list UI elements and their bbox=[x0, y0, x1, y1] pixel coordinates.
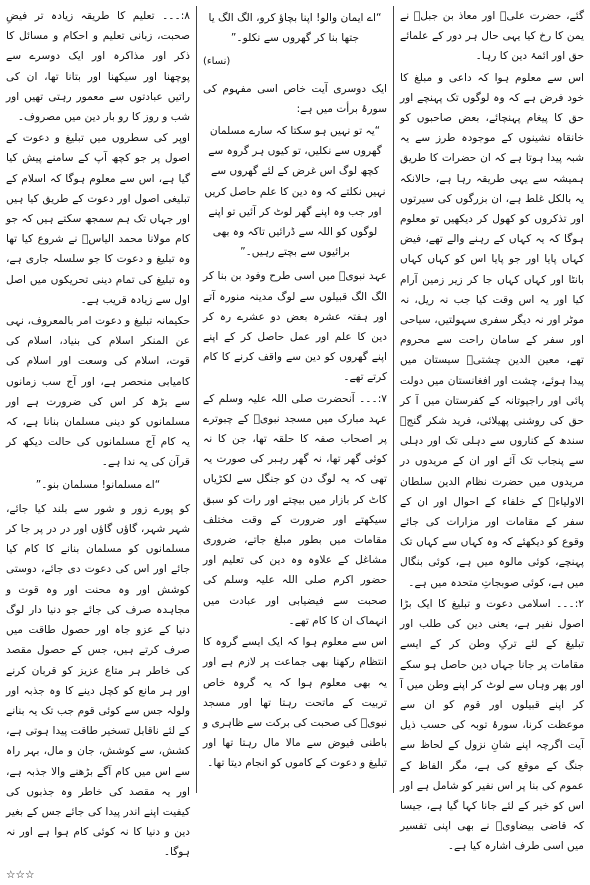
text-column-3 bbox=[6, 6, 190, 881]
paragraph: گئے، حضرت علیؓ اور معاذ بن جبلؓ نے یمن کا رخ کیا یہی حال ہر دور کے علمائے حق اور ائمۂ دین کا رہا۔ bbox=[400, 10, 584, 63]
paragraph: ۷:۔۔۔ آنحضرت صلی اللہ علیہ وسلم کے عہد مبارک میں مسجد نبویؐ کے چبوترے پر اصحاب صفہ کا حلقہ تھا، جن کا نہ کوئی گھر تھا، نہ گھر رہبر کی صورت یہ تھی کہ یہ لوگ دن کو جنگل سے لکڑیاں کاٹ کر بازار میں بیچتے اور رات کو سبق سیکھتے اور ضرورت کے وقت مختلف مقامات میں بطور مبلغ جاتے، ضروری مشاغل کے علاوہ وہ دین کی تعلیم اور حضور اکرم صلی اللہ علیہ وسلم کی صحبت سے فیضیابی اور عبادت میں انہماک ان کا کام تھے۔ bbox=[203, 392, 387, 627]
quote-source: (نساء) bbox=[203, 56, 231, 68]
paragraph: ۲:۔۔۔ اسلامی دعوت و تبلیغ کا ایک بڑا اصول نفیر ہے، یعنی دین کی طلب اور تبلیغ کے لئے ترکِ وطن کر کے ایسے مقامات پر جانا جہاں دین حاصل ہو سکے اور پھر وہاں سے لوٹ کر اپنے وطن میں آ کر اپنے قبیلوں اور قوم کو ان سے موعظت کرنا، سورۂ توبہ کی حسب ذیل آیت اگرچہ اپنے شانِ نزول کے لحاظ سے جنگ کے موقع کی ہے، مگر الفاظ کے عموم کی بنا پر اس نفیر کو شامل ہے اور اس کو خیر کے لئے جانا کہا گیا ہے، جیسا کہ قاضی بیضاویؒ نے بھی اپنی تفسیر میں اسی طرف اشارہ کیا ہے۔ bbox=[400, 597, 584, 853]
quran-quote: “یہ تو نہیں ہو سکتا کہ سارے مسلمان گھروں سے نکلیں، تو کیوں ہر گروہ سے کچھ لوگ اس غرض کے لئے گھروں سے نہیں نکلتے کہ وہ دین کا علم حاصل کریں اور جب وہ اپنے گھر لوٹ کر آئیں تو اپنے لوگوں کو اللہ سے ڈرائیں تاکہ وہ بھی برائیوں سے بچتے رہیں۔” bbox=[204, 125, 386, 259]
paragraph: حکیمانہ تبلیغ و دعوت امر بالمعروف، نہی عن المنکر اسلام کی بنیاد، اسلام کی قوت، اسلام کی وسعت اور اسلام کی کامیابی منحصر ہے، اور آج سب زمانوں سے بڑھ کر اس کی ضرورت ہے اور مسلمانوں کو دینی مسلمان بنانا ہے، کہ یہ کام آج مسلمانوں کی حالت دیکھ کر قرآن کی یہ ندا ہے۔ bbox=[6, 315, 190, 469]
paragraph: اس سے معلوم ہوا کہ ایک ایسے گروہ کا انتظام رکھنا بھی جماعت پر لازم ہے اور یہ بھی معلوم ہوا کہ یہ گروہ خاص تربیت کے ماتحت رہتا تھا اور مسجد نبویؐ کی صحبت کی برکت سے ظاہری و باطنی فیوض سے مالا مال رہتا تھا اور تبلیغ و دعوت کے کاموں کو انجام دیتا تھا۔ bbox=[203, 636, 387, 770]
paragraph: اس سے معلوم ہوا کہ داعی و مبلغ کا خود فرض ہے کہ وہ لوگوں تک پہنچے اور حق کا پیغام پہنچائے، بعض صاحبوں کو خانقاہ نشینوں کے موجودہ طرز سے یہ شبہ پیدا ہوتا ہے کہ ان حضرات کا طریق ہمیشہ سے یہی طریقہ رہا ہے، حالانکہ یہ بالکل غلط ہے، ان بزرگوں کی سیرتوں اور تذکروں کو کھول کر دیکھیں تو معلوم ہوگا کہ یہ کہاں کے رہنے والے تھے، فیض کہاں پایا اور جو پایا اس کو کہاں کہاں بانٹا اور کہاں کہاں جا کر زیر زمین آرام کیا اور یہ اس وقت کیا جب نہ ریل، نہ موٹر اور نہ دیگر سفری سہولتیں، سیاحی اور سفر کے سامان راحت سے محروم تھے، معین الدین چشتیؒ سیستان میں پیدا ہوئے، چشت اور افغانستان میں دولت پائی اور راجپوتانہ کے کفرستان میں آ کر حق کی روشنی پھیلائی، فرید شکر گنجؒ سندھ کے کناروں سے دہلی تک اور دہلی سے پنجاب تک آئے اور ان کے مریدوں در مریدوں میں حضرت نظام الدین سلطان الاولیاءؒ کے خلفاء کے احوال اور ان کے سفر کے مقامات اور مزارات کی جائے وقوع کو دیکھئے کہ وہ کہاں سے کہاں تک پہنچے، کوئی مالوہ میں ہے، کوئی بنگال میں ہے، کوئی صوبجاتِ متحدہ میں ہے۔ bbox=[400, 71, 584, 589]
quran-quote: “اے ایمان والو! اپنا بچاؤ کرو، الگ الگ یا جتھا بنا کر گھروں سے نکلو۔” bbox=[208, 12, 382, 45]
column-divider bbox=[393, 6, 394, 793]
quran-quote: “اے مسلمانو! مسلمان بنو۔” bbox=[35, 478, 161, 491]
document-page bbox=[6, 6, 584, 881]
paragraph: عہد نبویؐ میں اسی طرح وفود بن بنا کر الگ الگ قبیلوں سے لوگ مدینہ منورہ آتے اور ہفتہ عشرہ بعض دو عشرے رہ کر دین کا علم اور عمل حاصل کر کے اپنے اپنے گھروں کو دین سے واقف کرنے کا کام کرتے تھے۔ bbox=[203, 270, 387, 384]
paragraph: ایک دوسری آیت خاص اسی مفہوم کی سورۂ برأت میں ہے: bbox=[203, 82, 387, 115]
column-divider bbox=[196, 6, 197, 793]
paragraph: اوپر کی سطروں میں تبلیغ و دعوت کے اصول پر جو کچھ آپ کے سامنے پیش کیا گیا ہے، اس سے معلوم ہوگا کہ اسلام کے تبلیغی اصول اور دعوت کے طریق کیا ہیں اور جہاں تک ہم سمجھ سکتے ہیں کہ جو کام مولانا محمد الیاسؒ نے شروع کیا تھا وہ تبلیغ و دعوت کا جو سلسلہ جاری ہے، وہ تبلیغ کی تمام دینی تحریکوں میں اصل اول سے زیادہ قریب ہے۔ bbox=[6, 132, 190, 306]
paragraph: کو پورے زور و شور سے بلند کیا جائے، شہر شہر، گاؤں گاؤں اور در در پر جا کر مسلمانوں کو مسلمان بنانے کا کام کیا جائے اور اس کی دعوت دی جائے، دوستی کوشش اور وہ محنت اور وہ قوت و مجاہدہ صرف کی جائے جو دنیا دار لوگ دنیا کے عزو جاہ اور حصول طاقت میں صرف کرتے ہیں، جس کے حصول مقصد کی خاطر ہر متاع عزیز کو قربان کرنے اور ہر مانع کو کچل دینے کا وہ جذبہ اور ولولہ جس سے کوئی قوم جب تک یہ بنانے کے لئے ناقابل تسخیر طاقت پیدا ہوتی ہے، کشش، سے کوشش، جان و مال، بہر راہ سے اس میں کام آگے بڑھنے والا جذبہ ہے، اور یہ مقصد کی خاطر وہ جذبوں کی کیفیت اپنے اندر پیدا کی جائے جس کے بغیر دین و دنیا کا نہ کوئی کام ہوا ہے اور نہ ہوگا۔ bbox=[6, 502, 190, 859]
paragraph: ۸:۔۔۔ تعلیم کا طریقہ زیادہ تر فیضِ صحبت، زبانی تعلیم و احکام و مسائل کا ذکر اور مذاکرہ اور ایک دوسرے سے پوچھنا اور سیکھنا اور بتانا تھا، ان کی راتیں عبادتوں سے معمور رہتی تھیں اور شب و روز کا رو بار دین میں مصروف۔ bbox=[6, 10, 190, 124]
end-mark: ☆☆☆ bbox=[6, 868, 35, 881]
text-column-1 bbox=[400, 6, 584, 853]
text-column-2 bbox=[203, 6, 387, 793]
